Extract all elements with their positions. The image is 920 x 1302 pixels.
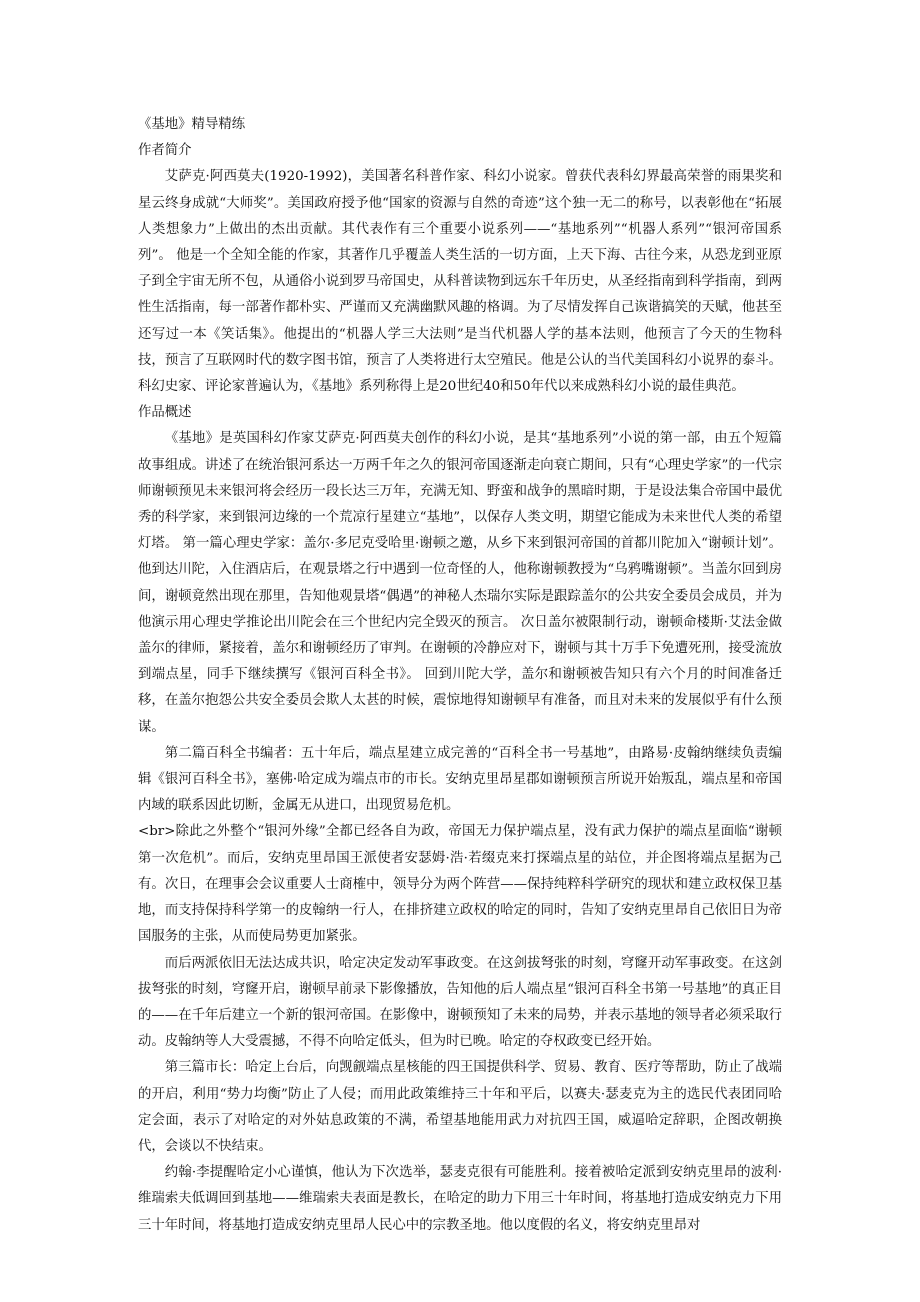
document-title: 《基地》精导精练	[138, 117, 246, 132]
document-page	[138, 112, 782, 1239]
section-heading-author: 作者简介	[138, 143, 192, 159]
paragraph-br-continuation: <br>除此之外整个“银河外缘”全都已经各自为政，帝国无力保护端点星，没有武力保护的端点星面临“谢顿第一次危机”。而后，安纳克里昂国王派使者安瑟姆·浩·若缀克来打探端点星的站位，并企图将端点星据为己有。次日，在理事会会议重要人士商榷中，领导分为两个阵营——保持纯粹科学研究的现状和建立政权保卫基地，而支持保持科学第一的皮翰纳一行人，在排挤建立政权的哈定的同时，告知了安纳克里昂自己依旧日为帝国服务的主张，从而使局势更加紧张。	[138, 824, 782, 945]
author-paragraph: 艾萨克·阿西莫夫(1920-1992)，美国著名科普作家、科幻小说家。曾获代表科幻界最高荣誉的雨果奖和星云终身成就“大师奖”。美国政府授予他“国家的资源与自然的奇迹”这个独一无二的称号，以表彰他在“拓展人类想象力”上做出的杰出贡献。其代表作有三个重要小说系列——“基地系列”“机器人系列”“银河帝国系列”。 他是一个全知全能的作家，其著作几乎覆盖人类生活的一切方面，上天下海、古往今来，从恐龙到亚原子到全宇宙无所不包，从通俗小说到罗马帝国史，从科普读物到远东千年历史，从圣经指南到科学指南，到两性生活指南，每一部著作都朴实、严谨而又充满幽默风趣的格调。为了尽情发挥自己诙谐搞笑的天赋，他甚至还写过一本《笑话集》。他提出的“机器人学三大法则”是当代机器人学的基本法则，他预言了今天的生物科技，预言了互联网时代的数字图书馆，预言了人类将进行太空殖民。他是公认的当代美国科幻小说界的泰斗。科幻史家、评论家普遍认为，《基地》系列称得上是20世纪40和50年代以来成熟科幻小说的最佳典范。	[138, 169, 782, 395]
paragraph-part-three: 第三篇市长：哈定上台后，向觊觎端点星核能的四王国提供科学、贸易、教育、医疗等帮助，防止了战端的开启，利用“势力均衡”防止了人侵；而用此政策维持三十年和平后，以赛夫·瑟麦克为主的选民代表团同哈定会面，表示了对哈定的对外姑息政策的不满，希望基地能用武力对抗四王国，威逼哈定辞职，企图改朝换代，会谈以不快结束。	[138, 1060, 782, 1154]
paragraph-part-two: 第二篇百科全书编者：五十年后，端点星建立成完善的“百科全书一号基地”，由路易·皮翰纳继续负责编辑《银河百科全书》，塞佛·哈定成为端点市的市长。安纳克里昂星郡如谢顿预言所说开始叛乱，端点星和帝国内域的联系因此切断，金属无从进口，出现贸易危机。	[138, 745, 782, 814]
paragraph-coup: 而后两派依旧无法达成共识，哈定决定发动军事政变。在这剑拔弩张的时刻，穹窿开动军事政变。在这剑拔弩张的时刻，穹窿开启，谢顿早前录下影像播放，告知他的后人端点星“银河百科全书第一号基地”的真正目的——在千年后建立一个新的银河帝国。在影像中，谢顿预知了未来的局势，并表示基地的领导者必须采取行动。皮翰纳等人大受震撼，不得不向哈定低头，但为时已晚。哈定的夺权政变已经开始。	[138, 955, 782, 1050]
overview-paragraph: 《基地》是英国科幻作家艾萨克·阿西莫夫创作的科幻小说，是其“基地系列”小说的第一部，由五个短篇故事组成。讲述了在统治银河系达一万两千年之久的银河帝国逐渐走向衰亡期间，只有“心理史学家”的一代宗师谢顿预见未来银河将会经历一段长达三万年，充满无知、野蛮和战争的黑暗时期，于是设法集合帝国中最优秀的科学家，来到银河边缘的一个荒凉行星建立“基地”，以保存人类文明，期望它能成为未来世代人类的希望灯塔。 第一篇心理史学家：盖尔·多尼克受哈里·谢顿之邀，从乡下来到银河帝国的首都川陀加入“谢顿计划”。他到达川陀，入住酒店后，在观景塔之行中遇到一位奇怪的人，他称谢顿教授为“乌鸦嘴谢顿”。当盖尔回到房间，谢顿竟然出现在那里，告知他观景塔“偶遇”的神秘人杰瑞尔实际是跟踪盖尔的公共安全委员会成员，并为他演示用心理史学推论出川陀会在三个世纪内完全毁灭的预言。 次日盖尔被限制行动，谢顿命楼斯·艾法金做盖尔的律师，紧接着，盖尔和谢顿经历了审判。在谢顿的冷静应对下，谢顿与其十万手下免遭死刑，接受流放到端点星，同手下继续撰写《银河百科全书》。 回到川陀大学，盖尔和谢顿被告知只有六个月的时间准备迁移，在盖尔抱怨公共安全委员会欺人太甚的时候，震惊地得知谢顿早有准备，而且对未来的发展似乎有什么预谋。	[138, 431, 782, 735]
paragraph-john-lee: 约翰·李提醒哈定小心谨慎，他认为下次选举，瑟麦克很有可能胜利。接着被哈定派到安纳克里昂的波利·维瑞索夫低调回到基地——维瑞索夫表面是教长，在哈定的助力下用三十年时间，将基地打造成安纳克力下用三十年时间，将基地打造成安纳克里昂人民心中的宗教圣地。他以度假的名义，将安纳克里昂对	[138, 1165, 782, 1233]
section-heading-overview: 作品概述	[138, 405, 192, 421]
